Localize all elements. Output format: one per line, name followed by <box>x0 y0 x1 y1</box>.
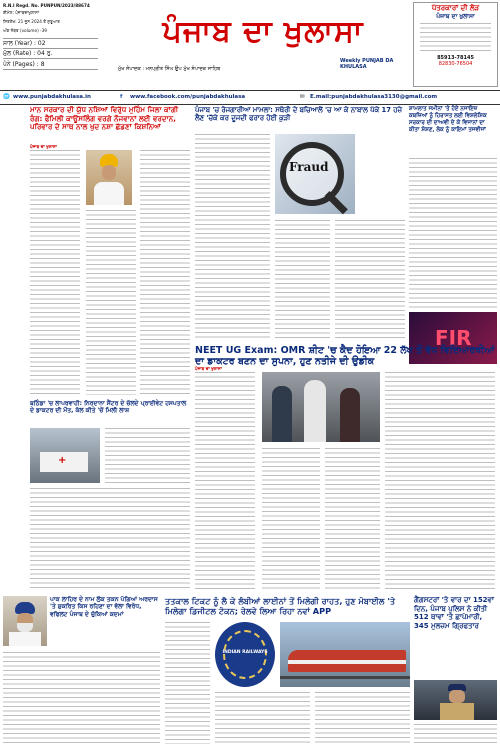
hospital-text-2 <box>30 488 190 588</box>
reporters-wanted-title: ਪੱਤਰਕਾਰਾਂ ਦੀ ਲੋੜ <box>431 4 480 12</box>
newspaper-title: ਪੰਜਾਬ ਦਾ ਖੁਲਾਸਾ <box>162 14 364 49</box>
ambulance-cross-icon: + <box>58 455 67 466</box>
fraud-headline: ਪੰਜਾਬ 'ਚ ਰੋਜਗਾਰੀਆ ਮਾਮਲਾ: ਸਥੋਰੀ ਦੇ ਬਚਿਆਲੋਂ 'ਚ ਆ ਕੇ ਨਾਬਾਲ ਪੱਕੇ 17 ਹਜ਼ੇ ਲੈਣ 'ਚੱਕੇ ਕਰ ਦੂਜਦੀ ਫਰਾਰ ਹੋਈ ਕੁੜੀ <box>195 106 402 123</box>
student-3 <box>340 388 360 442</box>
cm-photo <box>86 150 132 205</box>
globe-icon: 🌐 <box>3 94 10 100</box>
masthead <box>0 0 500 90</box>
neet-headline: NEET UG Exam: OMR ਸ਼ੀਟ 'ਚ ਕੈਦ ਹੋਇਆ 22 ਲੱਖ ਤੋਂ ਵੱਧ ਵਿਦਿਆਰਥੀਆਂ ਦਾ ਡਾਕਟਰ ਬਣਨ ਦਾ ਸੁਪਨਾ, ਹੁਣ ਨਤੀਜੇ ਦੀ ਉਡੀਕ <box>195 345 495 367</box>
byline-lead: ਪੰਜਾਬ ਦਾ ਖੁਲਾਸਾ <box>30 144 57 149</box>
contact-bar <box>0 90 500 105</box>
lead-text-col-3 <box>140 150 190 395</box>
neet-photo <box>262 372 380 442</box>
lead-text-col-1 <box>30 150 80 395</box>
price-box: ਮੁੱਲ (Rate) : 04 ਰੁ. <box>3 49 98 59</box>
reporters-wanted-subtitle: ਪੰਜਾਬ ਦਾ ਖੁਲਾਸਾ <box>436 13 475 20</box>
masthead-info-3: ਅੰਕ ਨੰਬਰ (volume) -39 <box>3 28 47 33</box>
facebook-link[interactable]: www.facebook.com/punjabdakhulasa <box>130 94 246 100</box>
lead-story <box>30 150 190 395</box>
website-link[interactable]: www.punjabdakhulasa.in <box>13 94 91 100</box>
masthead-info-1: ਈਮੇਲ: ਪੰਜਾਬਦਾਖੁਲਾਸਾ <box>3 10 40 15</box>
tatkal-text-col-2 <box>215 692 310 744</box>
fraud-image <box>275 134 355 214</box>
right-text <box>409 158 497 308</box>
reporters-wanted-box <box>413 2 498 87</box>
farmer-text <box>3 652 160 744</box>
hospital-headline: ਬਠਿੰਡਾ 'ਚ ਲਾਪਰਵਾਹੀ: ਨਿਰਦਾਨਾ ਸੈਂਟਰ ਦੇ ਚੱਲਦੇ ਪ੍ਰਾਈਵੇਟ ਹਸਪਤਾਲ ਦੇ ਡਾਕਟਰ ਦੀ ਮੌਤ, ਕੱਲ ਕੀਤੇ 'ਚੋਂ ਮਿਲੀ ਲਾਸ਼ <box>30 400 187 415</box>
tatkal-headline: ਤਤਕਾਲ ਟਿਕਟ ਨੂੰ ਲੈ ਕੇ ਲੰਬੀਆਂ ਲਾਈਨਾਂ ਤੋਂ ਮਿਲੇਗੀ ਰਾਹਤ, ਹੁਣ ਮੋਬਾਈਲ 'ਤੇ ਮਿਲੇਗਾ ਡਿਜੀਟਲ ਟੋਕਨ; ਰੇਲਵੇ ਲਿਆ ਰਿਹਾ ਨਵਾਂ APP <box>165 596 396 616</box>
train-photo <box>280 622 410 687</box>
student-1 <box>272 386 292 442</box>
farmer-beard <box>17 623 33 632</box>
fraud-text-col-1 <box>195 134 270 339</box>
police-officer-face <box>449 690 465 703</box>
student-2 <box>304 380 326 442</box>
train-stripe <box>288 660 406 664</box>
gangster-headline: ਗੈਂਗਸਟਰਾਂ 'ਤੇ ਵਾਰ ਦਾ 152ਵਾਂ ਦਿਨ, ਪੰਜਾਬ ਪੁਲਿਸ ਨੇ ਕੀਤੀ 512 ਥਾਵਾਂ 'ਤੇ ਛਾਪੇਮਾਰੀ, 345 ਮੁਲਜ਼ਮ ਗ੍ਰਿਫਤਾਰ <box>414 596 494 630</box>
tatkal-text-col-3 <box>315 692 410 744</box>
farmer-body <box>9 632 41 646</box>
mail-icon: ✉ <box>300 94 305 100</box>
year-box: ਸਾਲ (Year) : 02 <box>3 38 98 49</box>
neet-text-col-1 <box>195 372 255 592</box>
facebook-icon: f <box>120 94 123 100</box>
police-photo <box>414 680 497 720</box>
tatkal-text-col-1 <box>165 622 210 744</box>
cm-face <box>102 165 116 180</box>
byline-neet: ਪੰਜਾਬ ਦਾ ਖੁਲਾਸਾ <box>195 366 222 371</box>
lead-headline: ਮਾਨ ਸਰਕਾਰ ਦੀ ਯੁੱਧ ਨਸ਼ਿਆਂ ਵਿਰੁੱਧ ਮੁਹਿੰਮ ਜਿਲਾ ਕਾਂਗੀ ਰੰਗ: ਫੈਮਿਲੀ ਕਾਊਂਸਲਿੰਗ ਵਰਗੇ ਨੌਜਵਾਨਾਂ ਲਈ ਵਰਦਾਨ, ਪਰਿਵਾਰ ਦੇ ਸਾਥ ਨਾਲ ਖੁਦ ਨਸ਼ਾ ਛੱਡਣਾਂ ਕਿਸ਼ਨਿਆਂ <box>30 105 179 132</box>
fir-label: FIR <box>435 326 472 350</box>
lead-text-col-2 <box>86 210 136 395</box>
reporters-wanted-phone-2: 82830-76504 <box>438 61 473 67</box>
weekly-label: Weekly PUNJAB DA KHULASA <box>340 58 394 70</box>
pages-box: ਪੰਨੇ (Pages) : 8 <box>3 60 98 70</box>
fraud-text-col-3 <box>335 220 405 340</box>
gangster-text <box>414 724 497 744</box>
masthead-info-2: ਸਿਰਲੇਖ: 21 ਜੂਨ 2024 ਤੋਂ ਸ਼ੁਰੂਆਤ <box>3 19 60 24</box>
neet-text-col-2 <box>262 448 320 592</box>
hospital-text-1 <box>105 428 190 483</box>
hospital-photo <box>30 428 100 483</box>
fraud-label: Fraud <box>289 160 329 174</box>
train-track <box>280 676 410 679</box>
farmer-photo <box>3 596 47 646</box>
railways-logo <box>215 622 275 687</box>
right-headline: ਸ਼ਾਮਲਾਤ ਜਮੀਨਾਂ 'ਤੇ ਹੋਏ ਨਜਾਇਜ਼ ਕਬਜ਼ਿਆਂ ਨੂੰ ਹਿਰਾਸਤ ਲਈ ਵਿਸ਼ਲੇਸ਼ਿਕ ਸਰਕਾਰ ਦੀ ਦਾਅਵੀ ਦੇ ਕੇ ਵਿਜਾਨਾਂ ਦਾ ਕੀਤਾ ਸ਼ੋਸ਼ਣ, ਲੋਕ ਨੂੰ ਕਾਇਮਾਂ ਤਜਵੀਜਾਂ <box>409 106 487 133</box>
reg-number: R.N.I Regd. No. PUNPUN/2023/88674 <box>3 3 90 8</box>
neet-text-col-4 <box>385 372 495 592</box>
email-link[interactable]: E.mail:punjabdakhulasa3130@gmail.com <box>310 94 438 100</box>
cm-body <box>94 182 124 205</box>
editor-line: ਮੁੱਖ ਸੰਪਾਦਕ : ਮਨਪ੍ਰੀਤ ਸਿੰਘ ਉਪ ਮੁੱਖ ਸੰਪਾਦਕ ਸਾਹਿਬ <box>118 66 221 72</box>
reporters-wanted-text <box>420 23 491 53</box>
reporters-wanted-phone: 85913-78145 <box>437 55 474 61</box>
railways-label: INDIAN RAILWAYS <box>222 650 268 655</box>
neet-text-col-3 <box>325 448 380 592</box>
police-officer-body <box>440 703 474 720</box>
fraud-text-col-2 <box>275 220 330 340</box>
farmer-headline: ਪਾਕ ਲਾਹਿਰ ਦੇ ਨਾਮ ਲੁੱਕ ਤਕਨ ਪੱਗਿਆਂ ਅਰਦਾਸ 'ਤੇ ਸ਼ੁਕਰਿਤ ਕਿਸ ਰਹਿਣਾ ਦਾ ਵੱਲਾ ਵਿਰੋਧ, ਵਫਿਲਟ ਪੰਜਾਬ ਦੇ ਚੁੱਕਿਆਂ ਕਦਮਾਂ <box>50 596 158 618</box>
